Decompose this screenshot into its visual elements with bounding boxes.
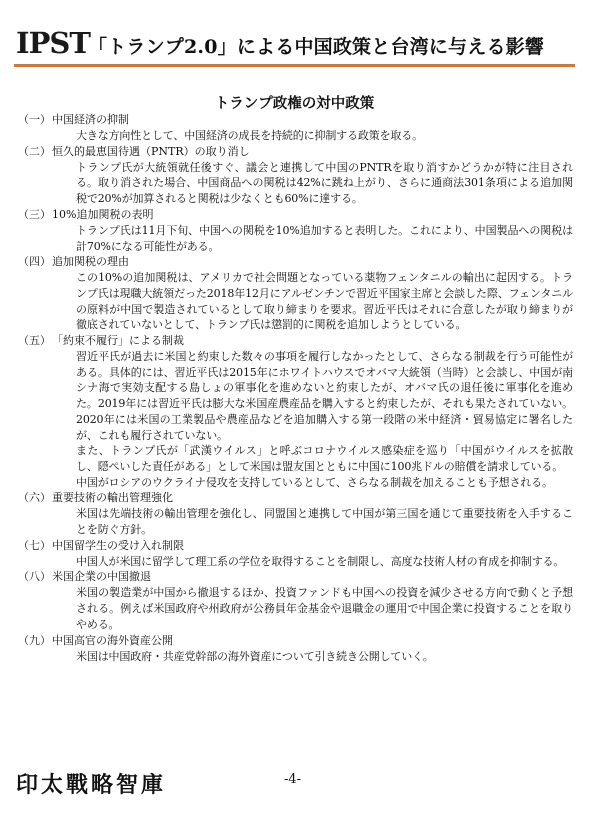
section-number: （六） (18, 491, 51, 505)
section-heading: 中国留学生の受け入れ制限 (52, 538, 184, 552)
section-number: （三） (18, 207, 51, 221)
section-number: （八） (18, 570, 51, 584)
section (18, 633, 573, 665)
footer-org-name: 印太戰略智庫 (16, 772, 167, 798)
section-number: （七） (18, 538, 51, 552)
section-heading: 10%追加関税の表明 (52, 207, 154, 221)
section-heading: 重要技術の輸出管理強化 (52, 491, 173, 505)
section-heading: 「約束不履行」による制裁 (52, 334, 184, 348)
paragraph: 米国は中国政府・共産党幹部の海外資産について引き続き公開していく。 (76, 649, 434, 663)
paragraph: 習近平氏が過去に米国と約束した数々の事項を履行しなかったとして、さらなる制裁を行う可能性がある。具体的には、習近平氏は2015年にホワイトハウスでオバマ大統領（当時）と会談し、中国が南シナ海で実効支配する島しょの軍事化を進めないと約束したが、オバマ氏の退任後に軍事化を進めた。2019年には習近平氏は膨大な米国産農産品を購入すると約束したが、それも果たされていない。2020年には米国の工業製品や農産品などを追加購入する第一段階の米中経済・貿易協定に署名したが、これも履行されていない。 (76, 350, 573, 442)
section-number: （九） (18, 633, 51, 647)
section-body (76, 270, 573, 333)
header-title: 「トランプ2.0」による中国政策と台湾に与える影響 (88, 36, 545, 58)
document-body (18, 112, 573, 664)
page-title: トランプ政権の対中政策 (214, 95, 375, 112)
paragraph: トランプ氏が大統領就任後すぐ、議会と連携して中国のPNTRを取り消すかどうかが特に注目される。取り消された場合、中国商品への関税は42%に跳ね上がり、さらに通商法301条項による追加関税で20%が加算されると関税は少なくとも60%に達する。 (76, 160, 573, 206)
section-body (76, 223, 573, 254)
section-number: （五） (18, 334, 51, 348)
paragraph: 中国人が米国に留学して理工系の学位を取得することを制限し、高度な技術人材の育成を抑制する。 (76, 554, 565, 568)
section-body (76, 160, 573, 207)
section-heading: 追加関税の理由 (52, 255, 129, 269)
section (18, 207, 573, 254)
paragraph: 大きな方向性として、中国経済の成長を持続的に抑制する政策を取る。 (76, 129, 423, 142)
section-body (76, 585, 573, 632)
section-body (76, 128, 573, 144)
paragraph: この10%の追加関税は、アメリカで社会問題となっている薬物フェンタニルの輸出に起因する。トランプ氏は現職大統領だった2018年12月にアルゼンチンで習近平国家主席と会談した際、フェンタニルの原料が中国で製造されているとして取り締まりを要求。習近平氏はそれに合意したが取り締まりが徹底されていないとして、トランプ氏は懲罰的に関税を追加しようとしている。 (76, 271, 573, 332)
paragraph: また、トランプ氏が「武漢ウイルス」と呼ぶコロナウイルス感染症を巡り「中国がウイルスを拡散し、隠ぺいした責任がある」として米国は盟友国とともに中国に100兆ドルの賠償を請求している。 (76, 444, 573, 473)
paragraph: トランプ氏は11月下旬、中国への関税を10%追加すると表明した。これにより、中国製品への関税は計70%になる可能性がある。 (76, 223, 573, 253)
section-body (76, 554, 573, 570)
section (18, 538, 573, 570)
section (18, 490, 573, 537)
section-heading: 中国高官の海外資産公開 (52, 633, 173, 647)
paragraph: 中国がロシアのウクライナ侵攻を支持しているとして、さらなる制裁を加えることも予想される。 (76, 475, 553, 489)
section (18, 112, 573, 144)
section (18, 144, 573, 207)
section-number: （一） (18, 113, 51, 126)
section-number: （四） (18, 255, 51, 269)
header (14, 26, 575, 70)
section-body (76, 649, 573, 665)
section-heading: 米国企業の中国撤退 (52, 570, 151, 584)
header-divider (14, 64, 575, 67)
section-number: （二） (18, 144, 51, 158)
section-body (76, 349, 573, 490)
section-heading: 恒久的最恵国待遇（PNTR）の取り消し (52, 144, 250, 158)
paragraph: 米国の製造業が中国から撤退するほか、投資ファンドも中国への投資を減少させる方向で動くと予想される。例えば米国政府や州政府が公務員年金基金や退職金の運用で中国企業に投資することを取りやめる。 (76, 586, 573, 631)
ipst-logo: IPST (16, 26, 90, 60)
section-body (76, 506, 573, 537)
section (18, 569, 573, 632)
section-heading: 中国経済の抑制 (52, 113, 129, 126)
section (18, 254, 573, 333)
section (18, 333, 573, 490)
paragraph: 米国は先端技術の輸出管理を強化し、同盟国と連携して中国が第三国を通じて重要技術を入手することを防ぐ方針。 (76, 507, 573, 537)
page-number: -4- (284, 772, 302, 787)
